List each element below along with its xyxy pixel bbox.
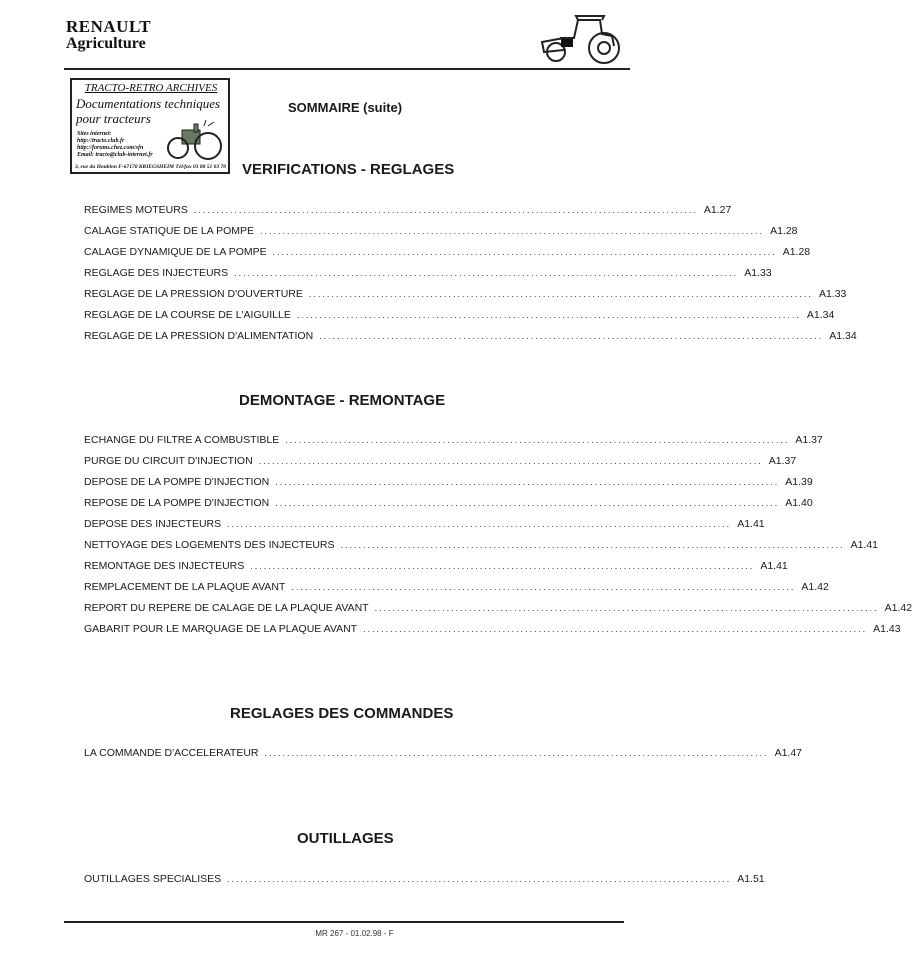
section-heading: DEMONTAGE - REMONTAGE: [239, 392, 446, 409]
tractor-icon: [534, 12, 626, 66]
toc-entry-page: A1.42: [884, 602, 912, 614]
toc-entry-title: REPORT DU REPERE DE CALAGE DE LA PLAQUE AVANT: [84, 602, 369, 614]
toc-entry-title: GABARIT POUR LE MARQUAGE DE LA PLAQUE AVANT: [84, 623, 358, 635]
toc-entry-title: DEPOSE DES INJECTEURS: [84, 518, 222, 530]
toc-entry: [84, 309, 835, 330]
toc-entry-page: A1.28: [770, 225, 798, 237]
footer-rule: [64, 921, 624, 923]
toc-leader: ................................................................................................................: [227, 519, 732, 529]
toc-entry-title: REGLAGE DES INJECTEURS: [84, 267, 229, 279]
toc-entry-page: A1.43: [873, 623, 901, 635]
toc-entry-page: A1.34: [829, 330, 857, 342]
stamp-subtitle: Documentations techniques: [76, 96, 221, 111]
stamp-email: Email: tracto@club-internet.fr: [77, 152, 153, 158]
toc-entry-page: A1.41: [850, 539, 879, 551]
toc-entry: [84, 330, 857, 351]
toc-entry: [84, 434, 823, 455]
toc-entry: [84, 581, 829, 602]
toc-section: [84, 747, 803, 768]
header-rule: [64, 68, 630, 70]
toc-entry-page: A1.34: [806, 309, 835, 321]
toc-entry: [84, 539, 879, 560]
toc-entry: [84, 497, 813, 518]
document-reference: MR 267 - 01.02.98 - F: [315, 929, 394, 938]
toc-entry-page: A1.41: [737, 518, 765, 530]
toc-leader: ................................................................................................................: [272, 247, 777, 257]
stamp-title: TRACTO-RETRO ARCHIVES: [84, 82, 218, 94]
toc-entry-title: CALAGE STATIQUE DE LA POMPE: [84, 225, 254, 237]
toc-entry-page: A1.41: [760, 560, 788, 572]
toc-leader: ................................................................................................................: [234, 268, 739, 278]
toc-entry: [84, 476, 813, 497]
toc-entry-title: REGLAGE DE LA COURSE DE L'AIGUILLE: [84, 309, 291, 321]
stamp-sites-label: Sites internet:: [77, 131, 112, 137]
toc-entry-page: A1.33: [744, 267, 772, 279]
toc-entry-title: LA COMMANDE D'ACCELERATEUR: [84, 747, 259, 759]
toc-section: [84, 204, 857, 351]
section-heading: REGLAGES DES COMMANDES: [230, 705, 454, 722]
toc-leader: ................................................................................................................: [363, 624, 868, 634]
toc-leader: ................................................................................................................: [193, 205, 698, 215]
toc-entry-page: A1.47: [774, 747, 803, 759]
toc-entry-title: REMPLACEMENT DE LA PLAQUE AVANT: [84, 581, 286, 593]
toc-entry: [84, 288, 847, 309]
toc-entry: [84, 518, 765, 539]
toc-entry: [84, 246, 811, 267]
stamp-tractor-icon: [164, 122, 226, 162]
toc-entry-title: REPOSE DE LA POMPE D'INJECTION: [84, 497, 270, 509]
toc-entry-page: A1.37: [795, 434, 823, 446]
toc-entry-page: A1.51: [737, 873, 765, 885]
brand-name: RENAULT: [66, 17, 152, 36]
toc-entry-title: ECHANGE DU FILTRE A COMBUSTIBLE: [84, 434, 280, 446]
toc-entry-title: PURGE DU CIRCUIT D'INJECTION: [84, 455, 253, 467]
archive-stamp: [70, 78, 230, 174]
toc-entry-page: A1.33: [818, 288, 847, 300]
toc-entry-title: DEPOSE DE LA POMPE D'INJECTION: [84, 476, 270, 488]
brand-division: Agriculture: [66, 35, 146, 52]
toc-entry: [84, 873, 765, 894]
toc-entry-page: A1.40: [785, 497, 813, 509]
section-heading: VERIFICATIONS - REGLAGES: [242, 161, 455, 178]
toc-entry-title: CALAGE DYNAMIQUE DE LA POMPE: [84, 246, 267, 258]
toc-entry-title: REGLAGE DE LA PRESSION D'OUVERTURE: [84, 288, 303, 300]
toc-leader: ................................................................................................................: [275, 477, 780, 487]
stamp-site: http://tracto.club.fr: [77, 138, 125, 144]
toc-entry: [84, 747, 803, 768]
toc-entry-page: A1.27: [703, 204, 732, 216]
section-heading: OUTILLAGES: [297, 830, 394, 847]
toc-entry: [84, 560, 788, 581]
toc-leader: ................................................................................................................: [291, 582, 796, 592]
toc-leader: ................................................................................................................: [258, 456, 763, 466]
toc-entry-page: A1.37: [768, 455, 797, 467]
toc-leader: ................................................................................................................: [285, 435, 790, 445]
toc-leader: ................................................................................................................: [260, 226, 765, 236]
brand-logo: [66, 18, 151, 52]
toc-section: [84, 434, 912, 644]
toc-entry: [84, 225, 798, 246]
toc-entry: [84, 602, 912, 623]
toc-leader: ................................................................................................................: [319, 331, 824, 341]
toc-entry-title: REGIMES MOTEURS: [84, 204, 188, 216]
toc-entry-title: REMONTAGE DES INJECTEURS: [84, 560, 245, 572]
page-title: SOMMAIRE (suite): [288, 100, 403, 115]
toc-leader: ................................................................................................................: [227, 874, 732, 884]
stamp-site: http://forums.chez.com/sfn: [77, 145, 144, 151]
toc-entry-title: OUTILLAGES SPECIALISES: [84, 873, 222, 885]
stamp-subtitle: pour tracteurs: [76, 111, 151, 126]
toc-entry-page: A1.42: [801, 581, 829, 593]
toc-entry-title: NETTOYAGE DES LOGEMENTS DES INJECTEURS: [84, 539, 335, 551]
toc-entry: [84, 204, 732, 225]
toc-entry: [84, 455, 797, 476]
toc-leader: ................................................................................................................: [275, 498, 780, 508]
toc-leader: ................................................................................................................: [296, 310, 801, 320]
stamp-address: 3, rue du Houblon F-67170 KRIEGSHEIM Tél/fax 03 88 51 03 70: [75, 164, 226, 170]
toc-entry-page: A1.28: [782, 246, 811, 258]
toc-leader: ................................................................................................................: [250, 561, 755, 571]
toc-leader: ................................................................................................................: [374, 603, 879, 613]
toc-entry: [84, 623, 901, 644]
toc-entry-page: A1.39: [785, 476, 813, 488]
toc-section: [84, 873, 765, 894]
toc-entry-title: REGLAGE DE LA PRESSION D'ALIMENTATION: [84, 330, 314, 342]
toc-leader: ................................................................................................................: [308, 289, 813, 299]
toc-entry: [84, 267, 772, 288]
toc-leader: ................................................................................................................: [340, 540, 845, 550]
stamp-sites: [77, 131, 153, 159]
toc-leader: ................................................................................................................: [264, 748, 769, 758]
